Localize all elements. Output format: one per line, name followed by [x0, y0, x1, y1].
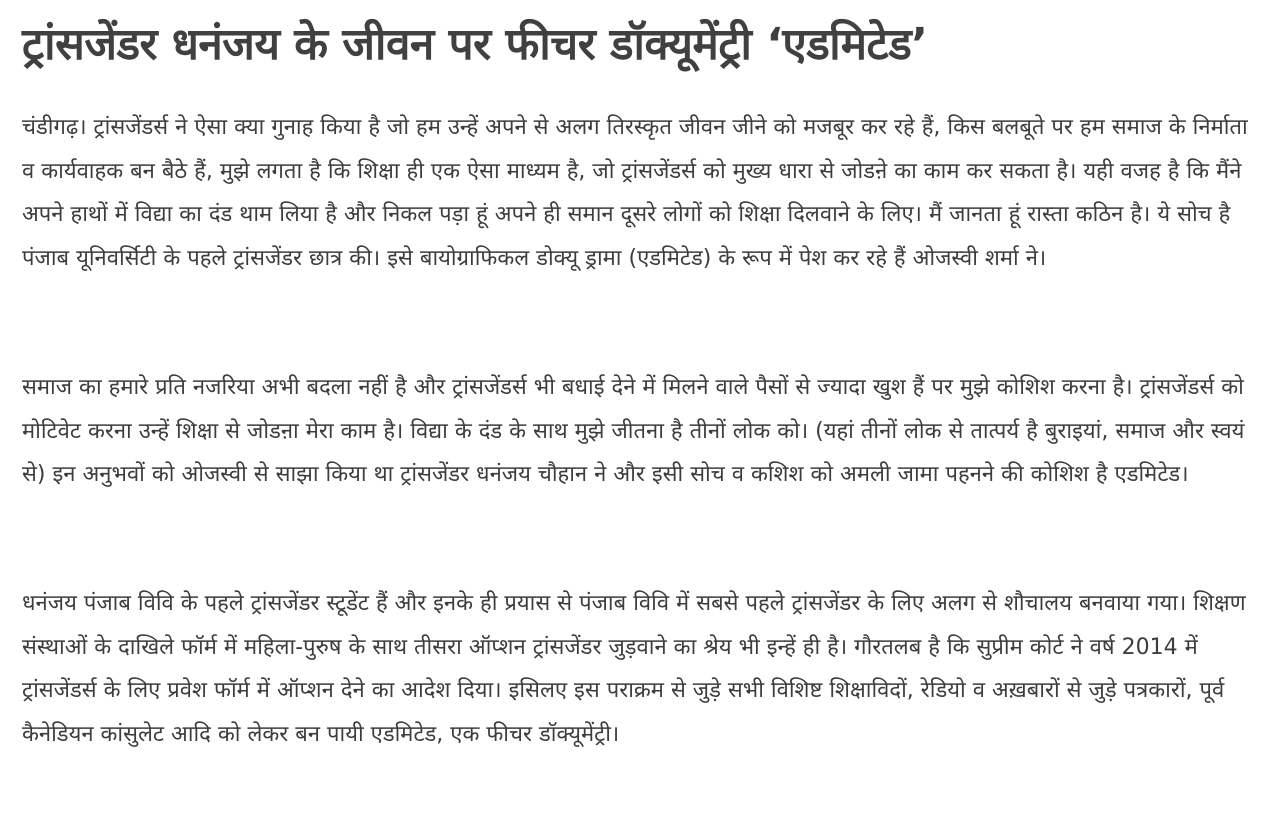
article-paragraph-2: समाज का हमारे प्रति नजरिया अभी बदला नहीं है और ट्रांसजेंडर्स भी बधाई देने में मिलने वाले पैसों से ज्यादा खुश हैं पर मुझे कोशिश करना है। ट्रांसजेंडर्स को मोटिवेट करना उन्हें शिक्षा से जोडऩा मेरा काम है। विद्या के दंड के साथ मुझे जीतना है तीनों लोक को। (यहां तीनों लोक से तात्पर्य है बुराइयां, समाज और स्वयं से) इन अनुभवों को ओजस्वी से साझा किया था ट्रांसजेंडर धनंजय चौहान ने और इसी सोच व कशिश को अमली जामा पहनने की कोशिश है एडमिटेड। — [22, 375, 1245, 487]
article-paragraph-1: चंडीगढ़। ट्रांसजेंडर्स ने ऐसा क्या गुनाह किया है जो हम उन्हें अपने से अलग तिरस्कृत जीवन जीने को मजबूर कर रहे हैं, किस बलबूते पर हम समाज के निर्माता व कार्यवाहक बन बैठे हैं, मुझे लगता है कि शिक्षा ही एक ऐसा माध्यम है, जो ट्रांसजेंडर्स को मुख्य धारा से जोडऩे का काम कर सकता है। यही वजह है कि मैंने अपने हाथों में विद्या का दंड थाम लिया है और निकल पड़ा हूं अपने ही समान दूसरे लोगों को शिक्षा दिलवाने के लिए। मैं जानता हूं रास्ता कठिन है। ये सोच है पंजाब यूनिवर्सिटी के पहले ट्रांसजेंडर छात्र की। इसे बायोग्राफिकल डोक्यू ड्रामा (एडमिटेड) के रूप में पेश कर रहे हैं ओजस्वी शर्मा ने। — [22, 115, 1248, 271]
article-paragraph-3: धनंजय पंजाब विवि के पहले ट्रांसजेंडर स्टूडेंट हैं और इनके ही प्रयास से पंजाब विवि में सबसे पहले ट्रांसजेंडर के लिए अलग से शौचालय बनवाया गया। शिक्षण संस्थाओं के दाखिले फॉर्म में महिला-पुरुष के साथ तीसरा ऑप्शन ट्रांसजेंडर जुड़वाने का श्रेय भी इन्हें ही है। गौरतलब है कि सुप्रीम कोर्ट ने वर्ष 2014 में ट्रांसजेंडर्स के लिए प्रवेश फॉर्म में ऑप्शन देने का आदेश दिया। इसिलए इस पराक्रम से जुड़े सभी विशिष्ट शिक्षाविदों, रेडियो व अख़बारों से जुड़े पत्रकारों, पूर्व कैनेडियन कांसुलेट आदि को लेकर बन पायी एडमिटेड, एक फीचर डॉक्यूमेंट्री। — [22, 591, 1246, 747]
article-headline: ट्रांसजेंडर धनंजय के जीवन पर फीचर डॉक्यूमेंट्री ‘एडमिटेड’ — [22, 19, 928, 70]
